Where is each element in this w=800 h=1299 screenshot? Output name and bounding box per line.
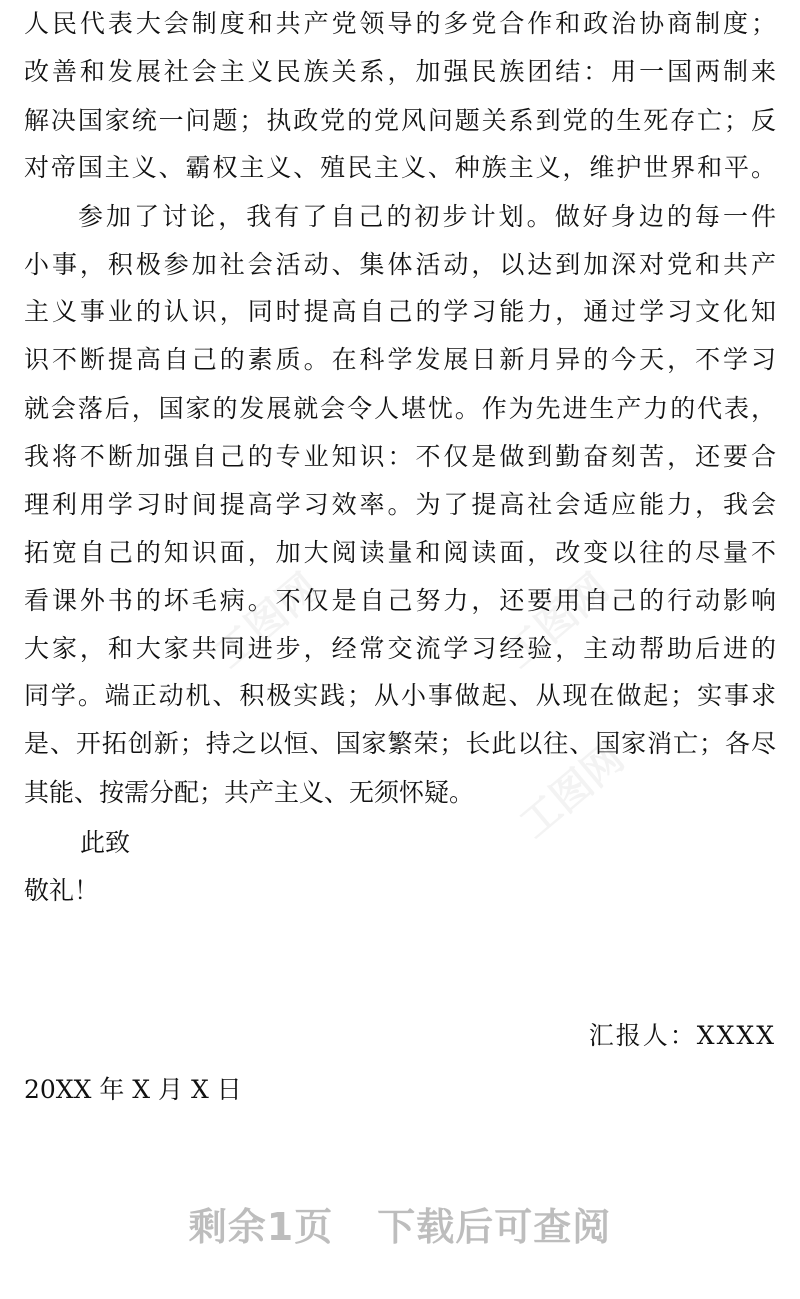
watermark: 工图网 bbox=[496, 564, 618, 678]
download-notice[interactable] bbox=[0, 1196, 800, 1251]
paragraph-line: 人民代表大会制度和共产党领导的多党合作和政治协商制度； bbox=[24, 9, 776, 38]
download-to-view-text: 下载后可查阅 bbox=[377, 1205, 612, 1249]
paragraph-line: 大家，和大家共同进步，经常交流学习经验，主动帮助后进的 bbox=[24, 634, 776, 663]
remaining-pages-text: 剩余1页 bbox=[188, 1205, 334, 1249]
watermark: 工图网 bbox=[511, 734, 633, 848]
paragraph-line: 主义事业的认识，同时提高自己的学习能力，通过学习文化知 bbox=[24, 297, 776, 326]
paragraph-line: 改善和发展社会主义民族关系，加强民族团结：用一国两制来 bbox=[24, 57, 776, 86]
paragraph-line: 小事，积极参加社会活动、集体活动，以达到加深对党和共产 bbox=[24, 250, 776, 279]
paragraph-line: 看课外书的坏毛病。不仅是自己努力，还要用自己的行动影响 bbox=[24, 586, 776, 615]
paragraph-line: 解决国家统一问题；执政党的党风问题关系到党的生死存亡；反 bbox=[24, 106, 776, 135]
paragraph-line: 同学。端正动机、积极实践；从小事做起、从现在做起；实事求 bbox=[24, 681, 776, 710]
paragraph-line: 其能、按需分配；共产主义、无须怀疑。 bbox=[24, 778, 475, 807]
paragraph-line: 就会落后，国家的发展就会令人堪忧。作为先进生产力的代表， bbox=[24, 394, 776, 423]
paragraph-line: 对帝国主义、霸权主义、殖民主义、种族主义，维护世界和平。 bbox=[24, 153, 776, 182]
paragraph-line: 我将不断加强自己的专业知识：不仅是做到勤奋刻苦，还要合 bbox=[24, 442, 776, 471]
document-date: 20XX 年 X 月 X 日 bbox=[24, 1075, 242, 1104]
paragraph-line: 理利用学习时间提高学习效率。为了提高社会适应能力，我会 bbox=[24, 490, 776, 519]
paragraph-line: 是、开拓创新；持之以恒、国家繁荣；长此以往、国家消亡；各尽 bbox=[24, 729, 776, 758]
paragraph-line: 拓宽自己的知识面，加大阅读量和阅读面，改变以往的尽量不 bbox=[24, 538, 776, 567]
closing-salutation: 此致 bbox=[80, 828, 131, 857]
paragraph-line: 识不断提高自己的素质。在科学发展日新月异的今天，不学习 bbox=[24, 345, 776, 374]
closing-regards: 敬礼！ bbox=[24, 876, 100, 905]
watermark: 工图网 bbox=[206, 564, 328, 678]
signature: 汇报人：XXXX bbox=[588, 1021, 776, 1050]
paragraph-line: 参加了讨论，我有了自己的初步计划。做好身边的每一件 bbox=[78, 202, 776, 231]
